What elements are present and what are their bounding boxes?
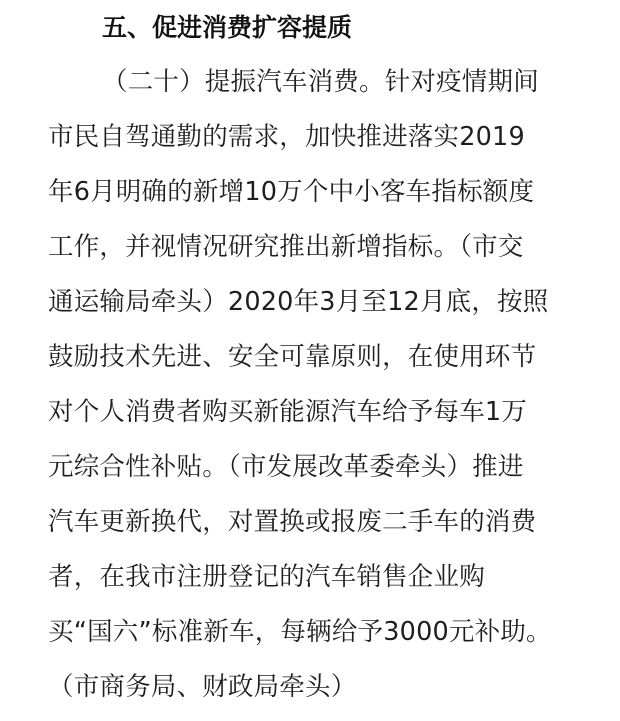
body-line: 汽车更新换代，对置换或报废二手车的消费 [48, 507, 537, 537]
body-line: 年6月明确的新增10万个中小客车指标额度 [48, 177, 535, 207]
body-line: 市民自驾通勤的需求，加快推进落实2019 [48, 122, 525, 152]
body-line: 元综合性补贴。（市发展改革委牵头）推进 [48, 452, 524, 482]
body-line: 买“国六”标准新车，每辆给予3000元补助。 [48, 617, 552, 647]
section-heading: 五、促进消费扩容提质 [102, 13, 353, 42]
body-line: 工作，并视情况研究推出新增指标。（市交 [48, 232, 524, 262]
body-line: （市商务局、财政局牵头） [48, 672, 357, 702]
body-line: （二十）提振汽车消费。针对疫情期间 [102, 67, 539, 97]
body-line: 对个人消费者购买新能源汽车给予每车1万 [48, 397, 528, 427]
body-line: 者，在我市注册登记的汽车销售企业购 [48, 562, 485, 592]
body-line: 通运输局牵头）2020年3月至12月底，按照 [48, 287, 549, 317]
body-line: 鼓励技术先进、安全可靠原则，在使用环节 [48, 342, 537, 372]
